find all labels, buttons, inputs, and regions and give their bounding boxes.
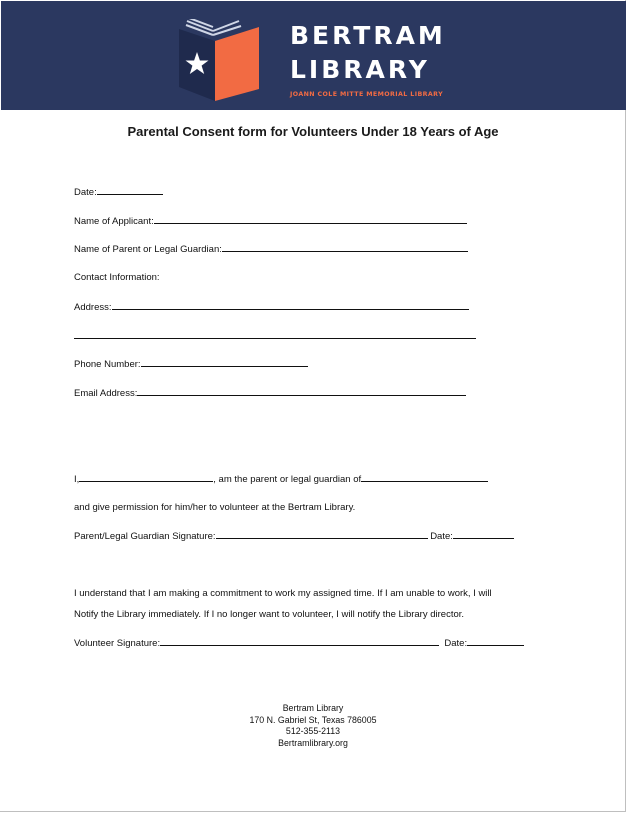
brand-name-line-2: LIBRARY — [290, 55, 430, 84]
address-label: Address: — [74, 302, 112, 313]
footer-library-name: Bertram Library — [282, 703, 344, 713]
consent-row — [74, 472, 488, 486]
address-blank[interactable] — [112, 300, 469, 310]
guardian-signature-blank[interactable] — [216, 529, 428, 539]
commitment-text-1: I understand that I am making a commitment to work my assigned time. If I am unable to work, I will — [74, 588, 492, 599]
email-blank[interactable] — [137, 386, 466, 396]
applicant-label: Name of Applicant: — [74, 216, 154, 227]
book-with-star-icon — [177, 19, 263, 101]
volunteer-signature-blank[interactable] — [160, 636, 439, 646]
volunteer-signature-label: Volunteer Signature: — [74, 638, 161, 649]
footer-website: Bertramlibrary.org — [278, 737, 348, 748]
contact-row — [74, 271, 160, 285]
guardian-date-label: Date: — [430, 531, 453, 542]
address-blank-2[interactable] — [74, 329, 476, 339]
consent-child-name-blank[interactable] — [361, 472, 488, 482]
brand-tagline: JOANN COLE MITTE MEMORIAL LIBRARY — [290, 91, 444, 98]
phone-label: Phone Number: — [74, 359, 141, 370]
volunteer-signature-row — [74, 636, 524, 650]
contact-label: Contact Information: — [74, 272, 160, 283]
email-row — [74, 386, 466, 400]
permission-row — [74, 501, 355, 515]
guardian-blank[interactable] — [222, 242, 468, 252]
commitment-text-2: Notify the Library immediately. If I no longer want to volunteer, I will notify the Library director. — [74, 609, 465, 620]
consent-parent-name-blank[interactable] — [79, 472, 213, 482]
form-title: Parental Consent form for Volunteers Under 18 Years of Age — [127, 124, 499, 139]
commitment-line-1 — [74, 587, 492, 601]
address-row — [74, 300, 469, 314]
guardian-signature-label: Parent/Legal Guardian Signature: — [74, 531, 216, 542]
consent-parent-of-label: , am the parent or legal guardian of — [213, 474, 362, 485]
date-row — [74, 185, 163, 199]
volunteer-date-label: Date: — [444, 638, 468, 649]
brand-name-line-1: BERTRAM — [290, 21, 446, 50]
date-label: Date: — [74, 187, 97, 198]
date-blank[interactable] — [97, 185, 163, 195]
guardian-signature-row — [74, 529, 514, 543]
library-header-banner — [1, 1, 626, 110]
consent-i-label: I, — [74, 474, 80, 485]
applicant-blank[interactable] — [154, 214, 467, 224]
address-row-2 — [74, 329, 476, 343]
applicant-row — [74, 214, 467, 228]
volunteer-date-blank[interactable] — [467, 636, 524, 646]
footer-address: 170 N. Gabriel St, Texas 786005 — [249, 714, 377, 725]
footer-phone: 512-355-2113 — [285, 726, 341, 736]
commitment-line-2 — [74, 608, 464, 622]
guardian-date-blank[interactable] — [453, 529, 514, 539]
guardian-label: Name of Parent or Legal Guardian: — [74, 244, 222, 255]
permission-text: and give permission for him/her to volunteer at the Bertram Library. — [74, 502, 356, 513]
guardian-row — [74, 242, 468, 256]
email-label: Email Address: — [74, 388, 138, 399]
phone-row — [74, 357, 308, 371]
phone-blank[interactable] — [141, 357, 308, 367]
library-contact-footer — [0, 703, 626, 749]
